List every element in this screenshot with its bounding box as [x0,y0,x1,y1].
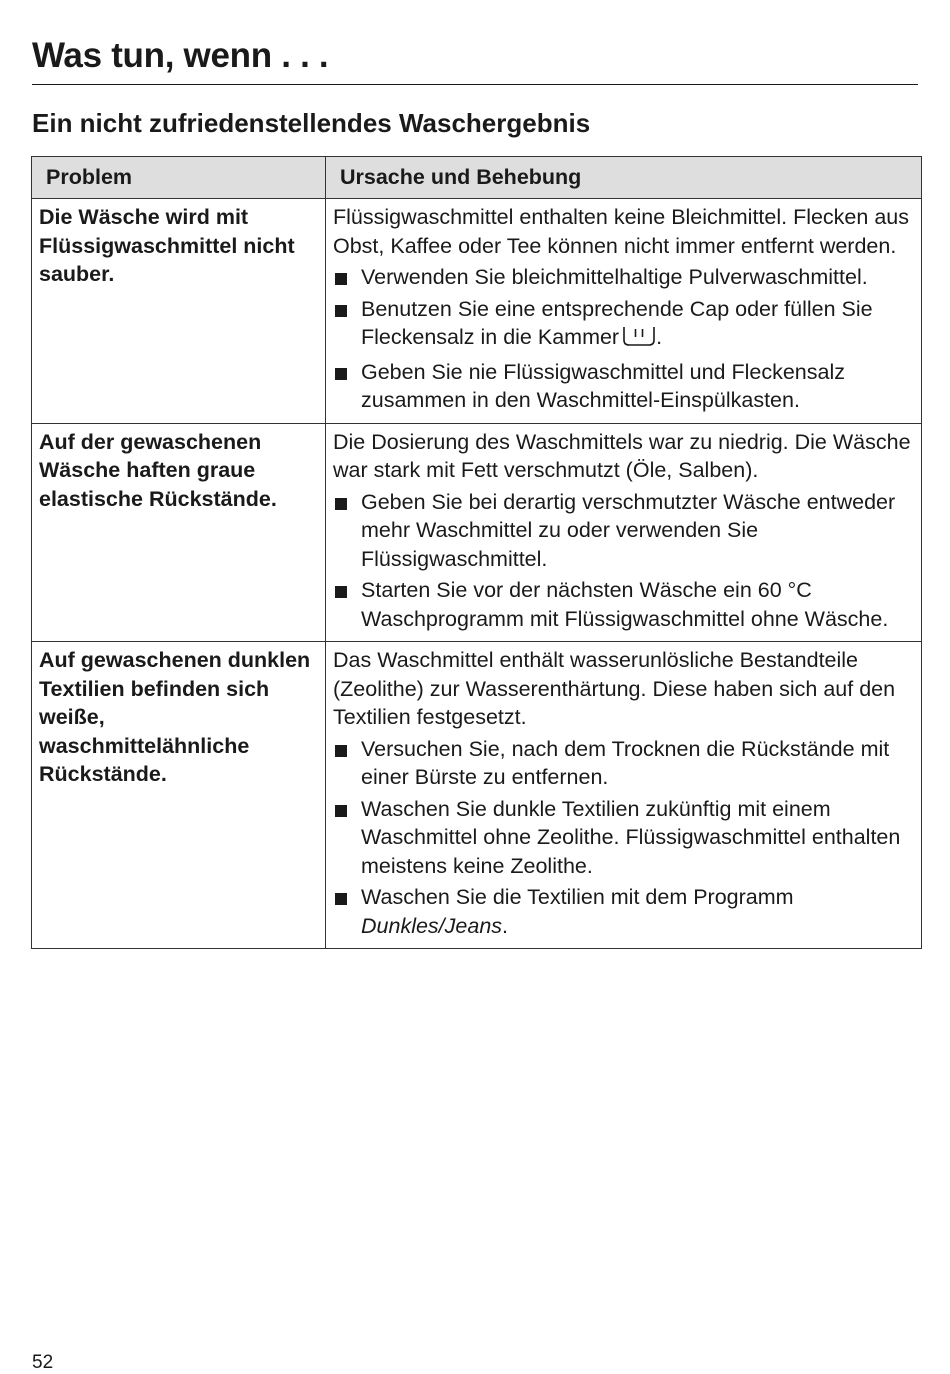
remedy-text: Geben Sie bei derartig verschmutzter Wäsche entweder mehr Waschmittel zu oder verwenden Sie Flüssigwaschmittel. [361,489,896,571]
bullet-icon [335,305,347,317]
list-item [333,576,913,633]
page-number: 52 [32,1352,54,1373]
section-title: Ein nicht zufriedenstellendes Waschergebnis [32,108,591,138]
bullet-icon [335,498,347,510]
list-item [333,883,913,940]
remedy-text: Waschen Sie dunkle Textilien zukünftig mit einem Waschmittel ohne Zeolithe. Flüssigwaschmittel enthalten meistens keine Zeolithe. [361,796,901,878]
bullet-icon [335,586,347,598]
column-header-cause: Ursache und Behebung [326,157,922,199]
table-row [32,423,922,642]
cause-text: Die Dosierung des Waschmittels war zu niedrig. Die Wäsche war stark mit Fett verschmutzt (Öle, Salben). [333,429,911,482]
table-row [32,642,922,949]
remedy-text-suffix: . [502,913,509,938]
cause-cell [326,199,922,424]
remedy-text: Versuchen Sie, nach dem Trocknen die Rückstände mit einer Bürste zu entfernen. [361,736,890,789]
table-header-row [32,157,922,199]
title-divider [32,84,918,85]
table-row [32,199,922,424]
remedy-list [333,735,913,941]
bullet-icon [335,745,347,757]
detergent-chamber-icon [622,325,656,355]
problem-cell: Auf gewaschenen dunklen Textilien befinden sich weiße, waschmittelähnliche Rückstände. [32,642,326,949]
bullet-icon [335,805,347,817]
remedy-text-suffix: . [656,325,663,349]
cause-text: Das Waschmittel enthält wasserunlösliche Bestandteile (Zeolithe) zur Wasserenthärtung. Diese haben sich auf den Textilien festgesetzt. [333,648,896,729]
cause-cell [326,642,922,949]
cause-cell [326,423,922,642]
list-item [333,488,913,574]
problem-cell: Die Wäsche wird mit Flüssigwaschmittel nicht sauber. [32,199,326,424]
remedy-text: Verwenden Sie bleichmittelhaltige Pulverwaschmittel. [361,265,868,289]
list-item [333,295,913,355]
problem-cell: Auf der gewaschenen Wäsche haften graue elastische Rückstände. [32,423,326,642]
remedy-text: Benutzen Sie eine entsprechende Cap oder füllen Sie Fleckensalz in die Kammer [361,296,873,349]
bullet-icon [335,273,347,285]
list-item [333,795,913,881]
column-header-problem: Problem [32,157,326,199]
cause-text: Flüssigwaschmittel enthalten keine Bleichmittel. Flecken aus Obst, Kaffee oder Tee können nicht immer entfernt werden. [333,205,909,258]
remedy-text: Starten Sie vor der nächsten Wäsche ein 60 °C Waschprogramm mit Flüssigwaschmittel ohne Wäsche. [361,578,889,631]
remedy-list [333,488,913,634]
remedy-text: Geben Sie nie Flüssigwaschmittel und Fleckensalz zusammen in den Waschmittel-Einspülkasten. [361,359,845,412]
program-name: Dunkles/Jeans [361,913,503,938]
bullet-icon [335,893,347,905]
list-item [333,263,913,292]
page-title: Was tun, wenn . . . [32,36,329,75]
list-item [333,358,913,415]
troubleshooting-table [31,156,922,949]
remedy-list [333,263,913,415]
remedy-text: Waschen Sie die Textilien mit dem Programm [361,885,794,909]
list-item [333,735,913,792]
bullet-icon [335,368,347,380]
